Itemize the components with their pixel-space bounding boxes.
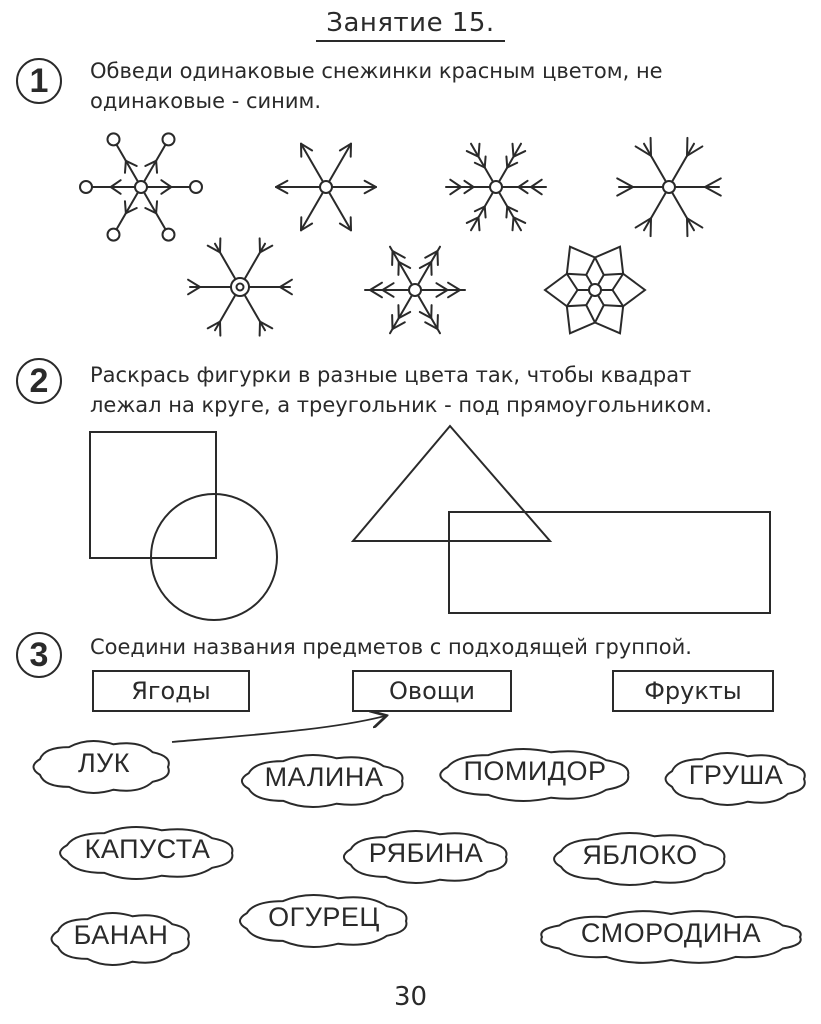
word-ryabina[interactable]: РЯБИНА — [368, 838, 484, 868]
word-yabloko[interactable]: ЯБЛОКО — [582, 840, 698, 870]
snowflake-3[interactable] — [446, 144, 546, 231]
word-pomidor[interactable]: ПОМИДОР — [463, 756, 607, 786]
word-banan[interactable]: БАНАН — [73, 920, 169, 950]
snowflake-4[interactable] — [617, 138, 721, 236]
word-malina[interactable]: МАЛИНА — [264, 762, 384, 792]
example-connection-arrow — [172, 716, 385, 742]
task-1-line-1: Обведи одинаковые снежинки красным цветом, не — [90, 59, 663, 83]
triangle-shape[interactable] — [353, 426, 550, 541]
group-box-fruits[interactable]: Фрукты — [612, 670, 774, 712]
page-title: Занятие 15. — [0, 8, 821, 38]
task-1-number: 1 — [16, 58, 62, 104]
task-1-line-2: одинаковые - синим. — [90, 89, 322, 113]
task-2-line-2: лежал на круге, а треугольник - под прямоугольником. — [90, 393, 713, 417]
snowflake-7[interactable] — [545, 247, 645, 334]
group-box-berries[interactable]: Ягоды — [92, 670, 250, 712]
task-2-line-1: Раскрась фигурки в разные цвета так, чтобы квадрат — [90, 363, 692, 387]
word-ogurets[interactable]: ОГУРЕЦ — [268, 902, 380, 932]
word-smorodina[interactable]: СМОРОДИНА — [580, 918, 762, 948]
task-3-number: 3 — [16, 632, 62, 678]
word-luk[interactable]: ЛУК — [77, 748, 131, 778]
snowflake-1[interactable] — [80, 133, 202, 240]
word-kapusta[interactable]: КАПУСТА — [84, 834, 211, 864]
snowflake-2[interactable] — [276, 144, 376, 231]
task-3-text: Соедини названия предметов с подходящей группой. — [90, 635, 692, 659]
group-box-vegetables[interactable]: Овощи — [352, 670, 512, 712]
page-number: 30 — [393, 982, 428, 1012]
snowflake-5[interactable] — [188, 238, 292, 335]
snowflake-6[interactable] — [365, 247, 465, 334]
word-grusha[interactable]: ГРУША — [688, 760, 784, 790]
task-2-number: 2 — [16, 358, 62, 404]
rectangle-shape[interactable] — [449, 512, 770, 613]
